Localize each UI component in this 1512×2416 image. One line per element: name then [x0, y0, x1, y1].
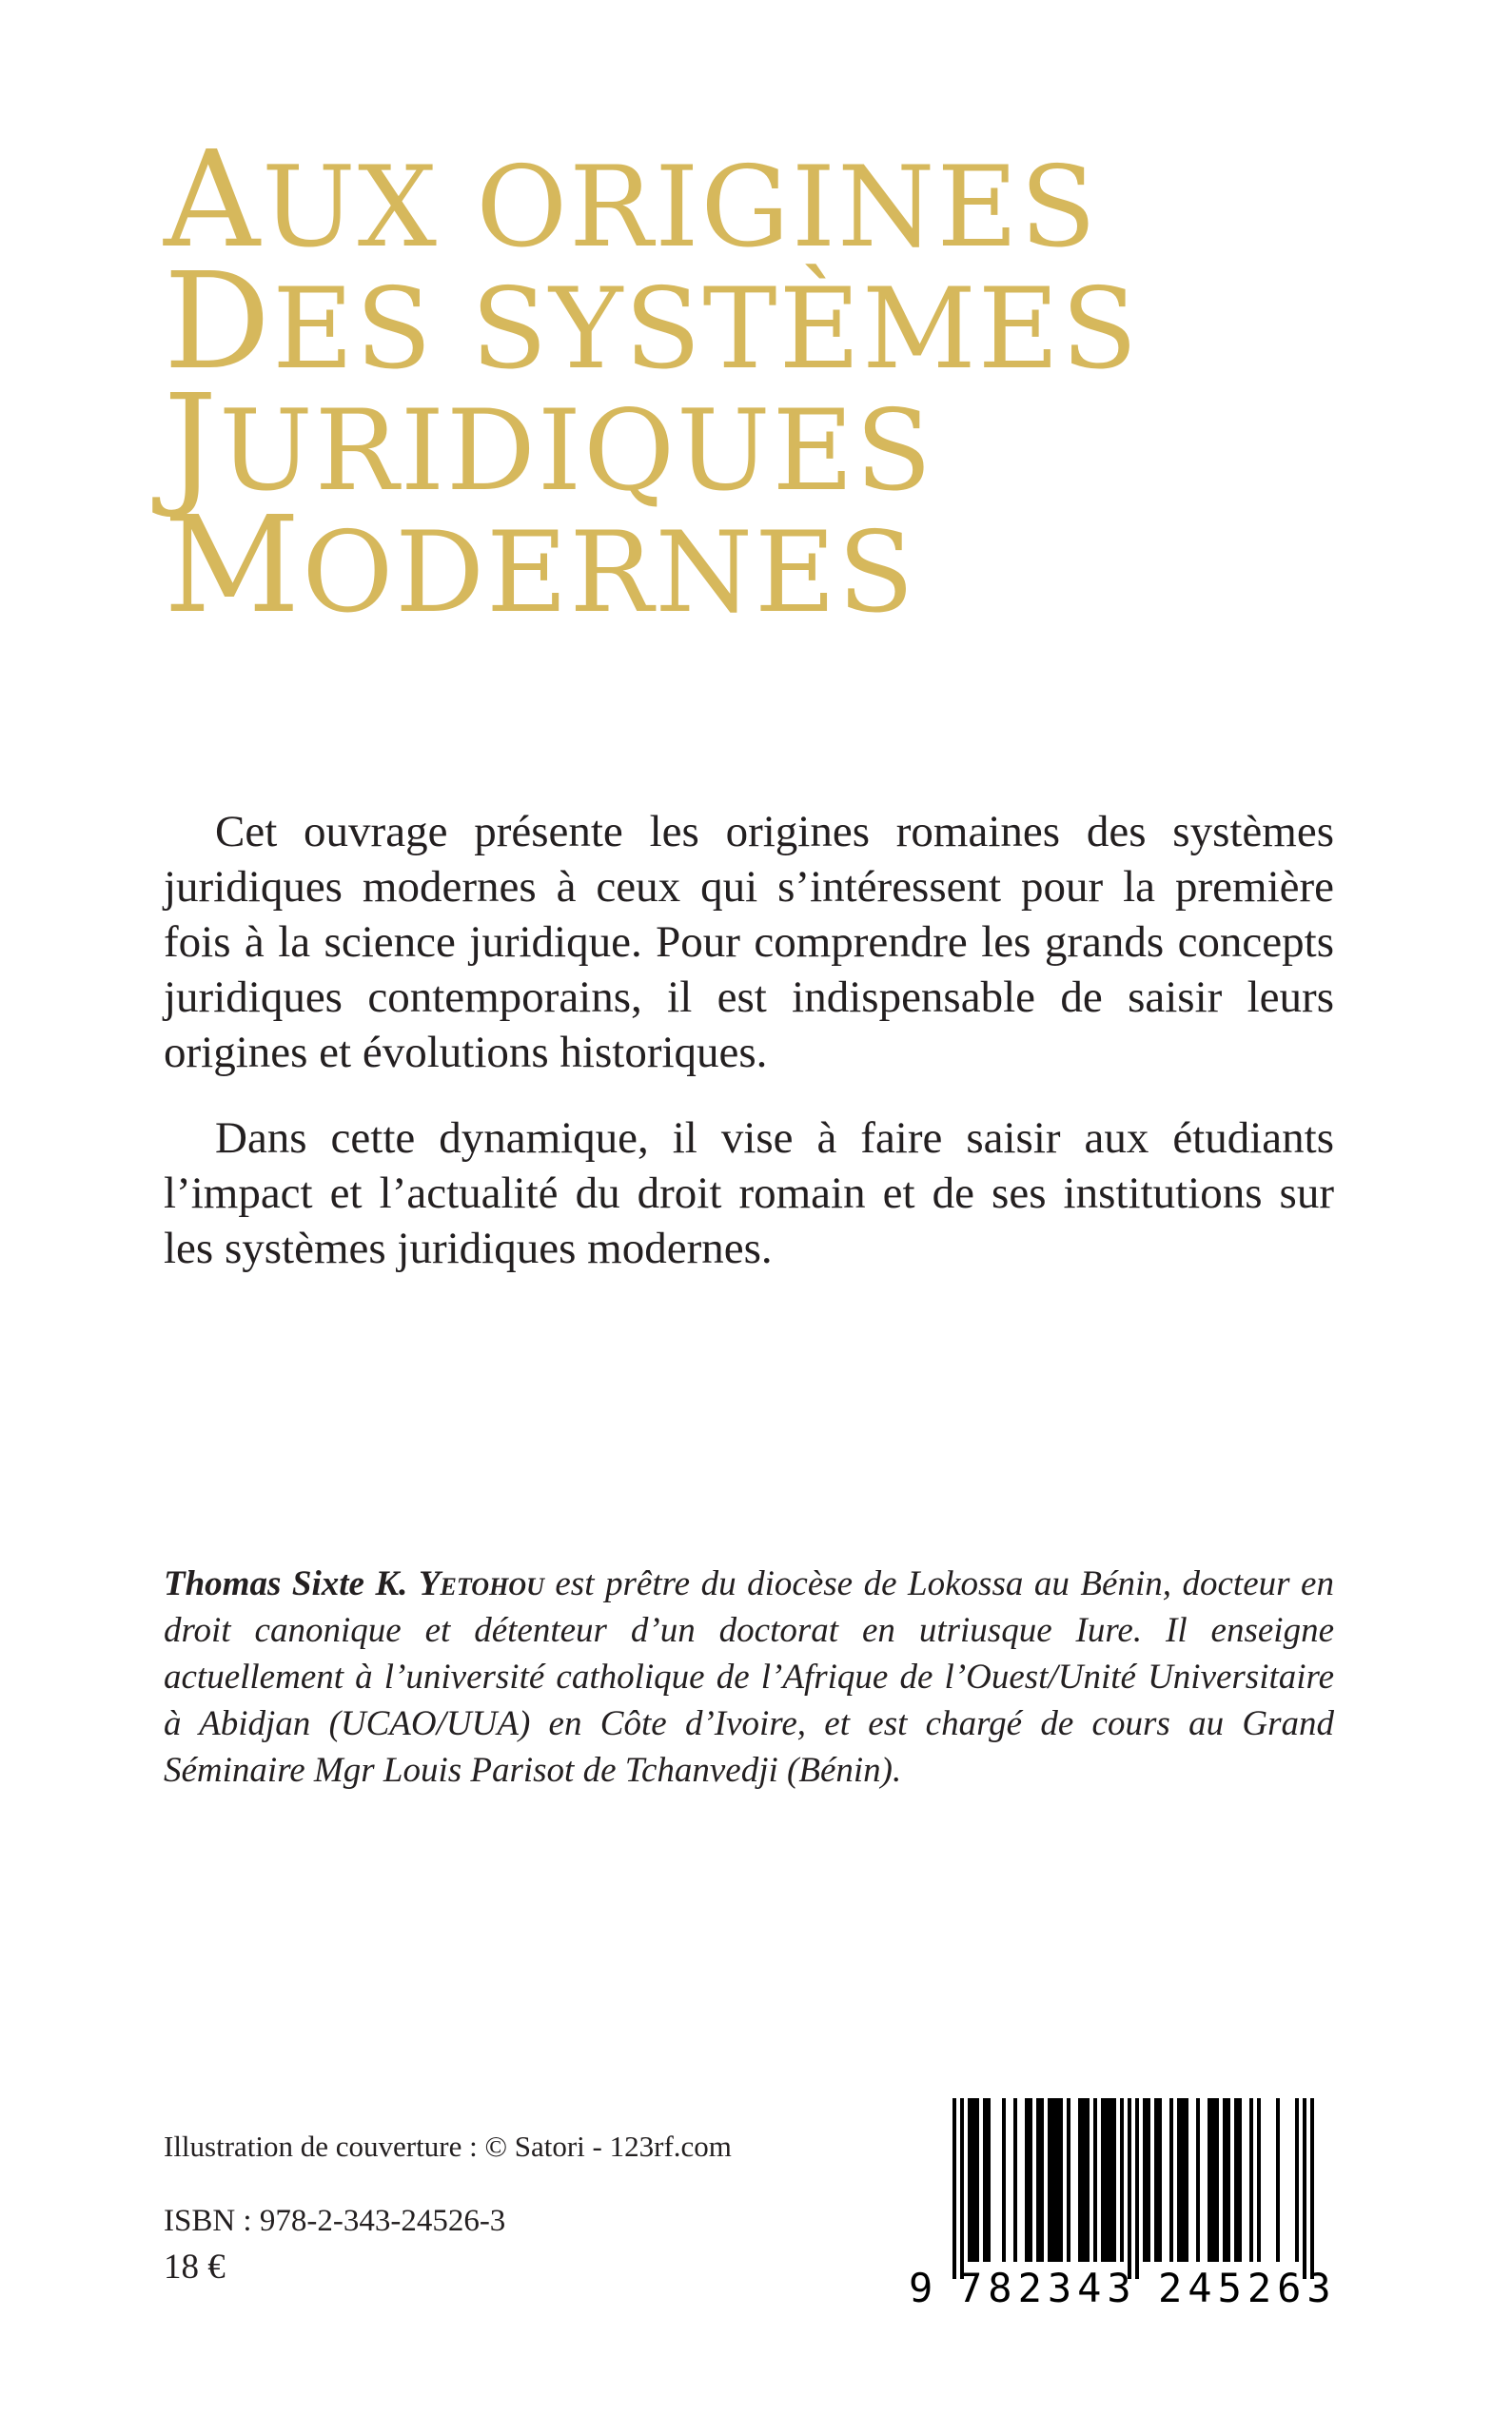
barcode-bar [1013, 2098, 1017, 2262]
barcode-bar [1238, 2098, 1242, 2262]
barcode-bar [1295, 2098, 1299, 2262]
barcode-left-group: 782343 [958, 2265, 1137, 2311]
isbn: ISBN : 978-2-343-24526-3 [164, 2204, 506, 2238]
barcode-bar [968, 2098, 972, 2262]
barcode-bar [983, 2098, 987, 2262]
barcode-bar [1169, 2098, 1173, 2262]
barcode-bar [1086, 2098, 1090, 2262]
barcode-bar [1120, 2098, 1124, 2262]
barcode-bar [1276, 2098, 1280, 2262]
barcode-bar [972, 2098, 975, 2262]
cover-credit: Illustration de couverture : © Satori - 123rf.com [164, 2130, 732, 2163]
barcode-bar [1051, 2098, 1055, 2262]
barcode-bar [1055, 2098, 1059, 2262]
barcode-bar [1181, 2098, 1185, 2262]
barcode [909, 2098, 1356, 2312]
title-line-2: DES SYSTÈMES [164, 245, 1140, 400]
barcode-right-group: 245263 [1158, 2265, 1337, 2311]
barcode-bar [1223, 2098, 1227, 2262]
barcode-bar [1128, 2098, 1131, 2279]
barcode-bar [975, 2098, 979, 2262]
barcode-bar [987, 2098, 991, 2262]
barcode-bar [1177, 2098, 1181, 2262]
barcode-bar [1158, 2098, 1162, 2262]
barcode-bar [1234, 2098, 1238, 2262]
barcode-bar [1082, 2098, 1086, 2262]
barcode-bars [909, 2098, 1356, 2279]
barcode-bar [1147, 2098, 1150, 2262]
barcode-bar [1303, 2098, 1306, 2279]
barcode-bar [1185, 2098, 1188, 2262]
barcode-bar [1154, 2098, 1158, 2262]
title-line-1: AUX ORIGINES [164, 123, 1099, 278]
barcode-bar [960, 2098, 964, 2279]
barcode-bar [1048, 2098, 1051, 2262]
barcode-bar [1257, 2098, 1261, 2262]
price: 18 € [164, 2248, 226, 2287]
title-line-3: JURIDIQUES [164, 366, 934, 521]
barcode-bar [1059, 2098, 1063, 2262]
barcode-bar [1105, 2098, 1109, 2262]
barcode-bar [1040, 2098, 1044, 2262]
description-paragraph-2: Dans cette dynamique, il vise à faire saisir aux étudiants l’impact et l’actualité du droit romain et de ses institutions sur les systèmes juridiques modernes. [164, 1113, 1334, 1273]
barcode-bar [1196, 2098, 1200, 2262]
barcode-bar [1002, 2098, 1006, 2262]
barcode-bar [1310, 2098, 1314, 2279]
barcode-bar [1143, 2098, 1147, 2262]
barcode-bar [1211, 2098, 1215, 2262]
book-description [164, 804, 1334, 1306]
barcode-bar [1036, 2098, 1040, 2262]
barcode-bar [1249, 2098, 1253, 2262]
author-bio-text: est prêtre du diocèse de Lokossa au Bénin, docteur en droit canonique et détenteur d’un doctorat en utriusque Iure. Il enseigne actuellement à l’université catholique de l’Afrique de l’Ouest/Unité Universitaire à Abidjan (UCAO/UUA) en Côte d’Ivoire, et est chargé de cours au Grand Séminaire Mgr Louis Parisot de Tchanvedji (Bénin). [164, 1564, 1334, 1790]
title-line-4: MODERNES [164, 488, 916, 643]
barcode-bar [1135, 2098, 1139, 2279]
barcode-first-digit: 9 [909, 2265, 939, 2311]
barcode-bar [1101, 2098, 1105, 2262]
barcode-bar [1227, 2098, 1230, 2262]
book-title [164, 123, 1353, 643]
author-surname: Yetohou [418, 1564, 544, 1603]
barcode-bar [1215, 2098, 1219, 2262]
barcode-bar [1093, 2098, 1097, 2262]
barcode-bar [952, 2098, 956, 2279]
barcode-bar [1078, 2098, 1082, 2262]
barcode-bar [1112, 2098, 1116, 2262]
barcode-bar [1067, 2098, 1070, 2262]
barcode-bar [1208, 2098, 1211, 2262]
author-name: Thomas Sixte K. [164, 1564, 408, 1603]
description-paragraph-1: Cet ouvrage présente les origines romaines des systèmes juridiques modernes à ceux qui s’intéressent pour la première fois à la science juridique. Pour comprendre les grands concepts juridiques contemporains, il est indispensable de saisir leurs origines et évolutions historiques. [164, 807, 1334, 1077]
barcode-bar [1109, 2098, 1112, 2262]
barcode-bar [1025, 2098, 1029, 2262]
barcode-bar [1029, 2098, 1032, 2262]
author-bio [164, 1561, 1334, 1794]
